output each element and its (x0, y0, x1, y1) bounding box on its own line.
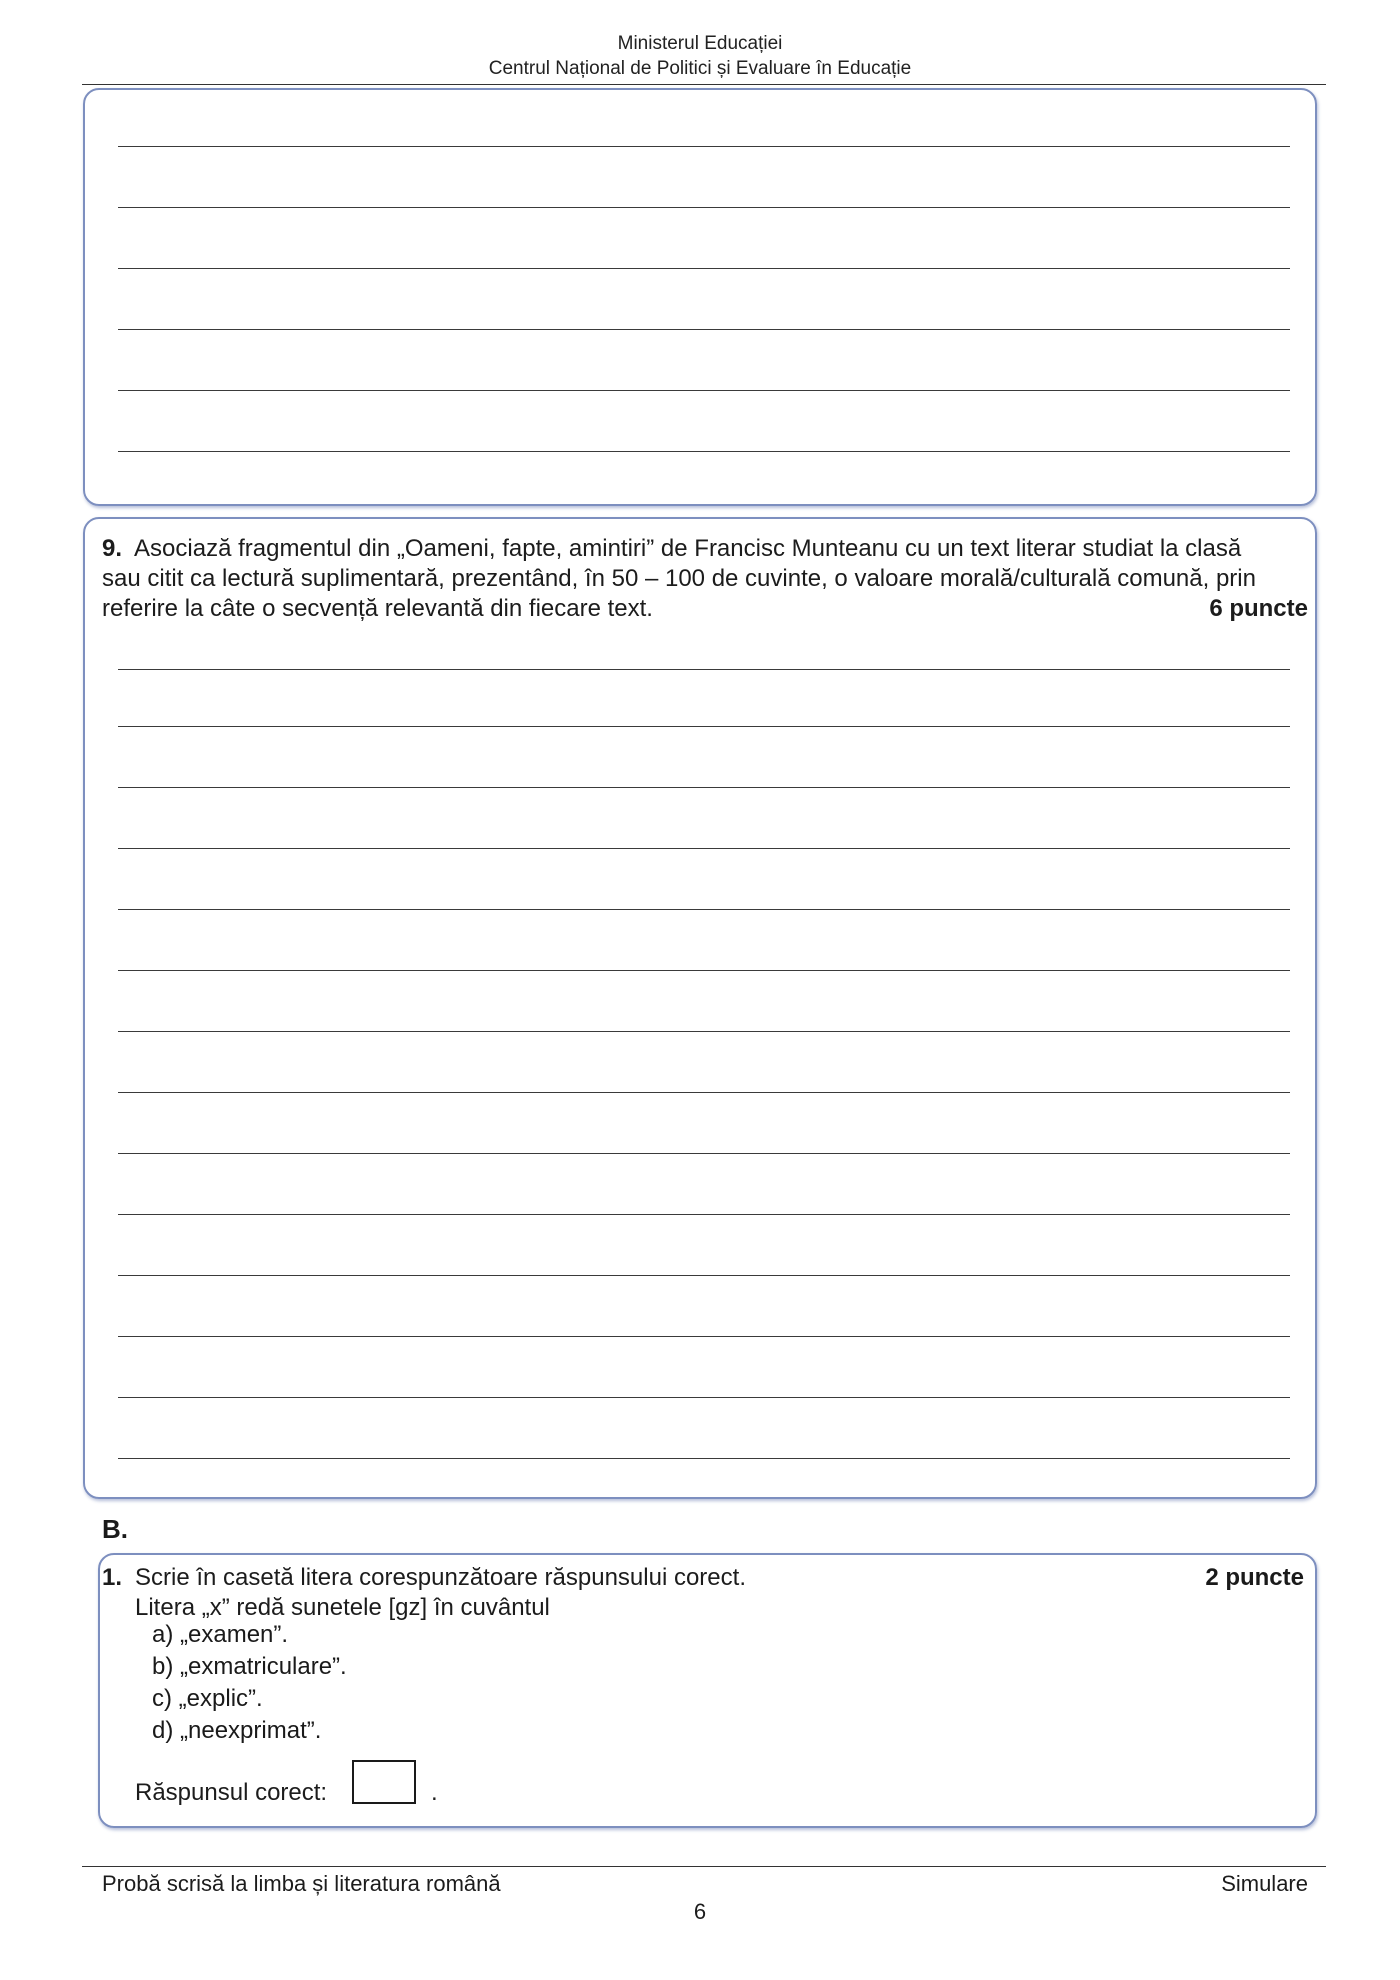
header-divider (82, 84, 1326, 85)
answer-line[interactable] (118, 1031, 1290, 1032)
question-1-number: 1. (102, 1564, 123, 1591)
page-number: 6 (693, 1899, 707, 1924)
footer-exam-title: Probă scrisă la limba și literatura română (102, 1871, 501, 1896)
answer-period: . (431, 1779, 438, 1806)
answer-line[interactable] (118, 390, 1290, 391)
answer-line[interactable] (118, 669, 1290, 670)
question-9-line3: referire la câte o secvență relevantă din fiecare text. (102, 595, 653, 622)
answer-line[interactable] (118, 1397, 1290, 1398)
answer-line[interactable] (118, 726, 1290, 727)
answer-line[interactable] (118, 970, 1290, 971)
option-d: d) „neexprimat”. (152, 1717, 322, 1744)
question-1-prompt: Litera „x” redă sunetele [gz] în cuvântul (135, 1594, 550, 1621)
question-9-points: 6 puncte (1209, 595, 1308, 622)
answer-line[interactable] (118, 1092, 1290, 1093)
answer-line[interactable] (118, 207, 1290, 208)
answer-line[interactable] (118, 146, 1290, 147)
answer-line[interactable] (118, 451, 1290, 452)
answer-box-continued (83, 88, 1317, 506)
question-1-points: 2 puncte (1205, 1564, 1304, 1591)
option-b: b) „exmatriculare”. (152, 1653, 347, 1680)
footer-divider (82, 1866, 1326, 1867)
answer-line[interactable] (118, 1275, 1290, 1276)
header-ministry: Ministerul Educației (617, 33, 783, 54)
answer-line[interactable] (118, 909, 1290, 910)
question-9-box (83, 517, 1317, 1499)
answer-line[interactable] (118, 1214, 1290, 1215)
footer-simulation: Simulare (1221, 1871, 1308, 1896)
header-center: Centrul Național de Politici și Evaluare în Educație (488, 58, 912, 79)
section-b-label: B. (102, 1514, 128, 1544)
answer-line[interactable] (118, 1153, 1290, 1154)
answer-input-box[interactable] (352, 1760, 416, 1804)
question-1-instruction: Scrie în casetă litera corespunzătoare răspunsului corect. (135, 1564, 746, 1591)
answer-line[interactable] (118, 787, 1290, 788)
question-9-number: 9. (102, 535, 123, 562)
question-9-line1: Asociază fragmentul din „Oameni, fapte, amintiri” de Francisc Munteanu cu un text literar studiat la clasă (134, 535, 1242, 562)
question-9-line2: sau citit ca lectură suplimentară, prezentând, în 50 – 100 de cuvinte, o valoare morală/culturală comună, prin (102, 565, 1256, 592)
option-c: c) „explic”. (152, 1685, 263, 1712)
answer-line[interactable] (118, 268, 1290, 269)
answer-line[interactable] (118, 848, 1290, 849)
answer-line[interactable] (118, 1458, 1290, 1459)
answer-label: Răspunsul corect: (135, 1779, 328, 1806)
question-9-text (102, 534, 1308, 624)
answer-line[interactable] (118, 1336, 1290, 1337)
option-a: a) „examen”. (152, 1621, 289, 1648)
answer-line[interactable] (118, 329, 1290, 330)
